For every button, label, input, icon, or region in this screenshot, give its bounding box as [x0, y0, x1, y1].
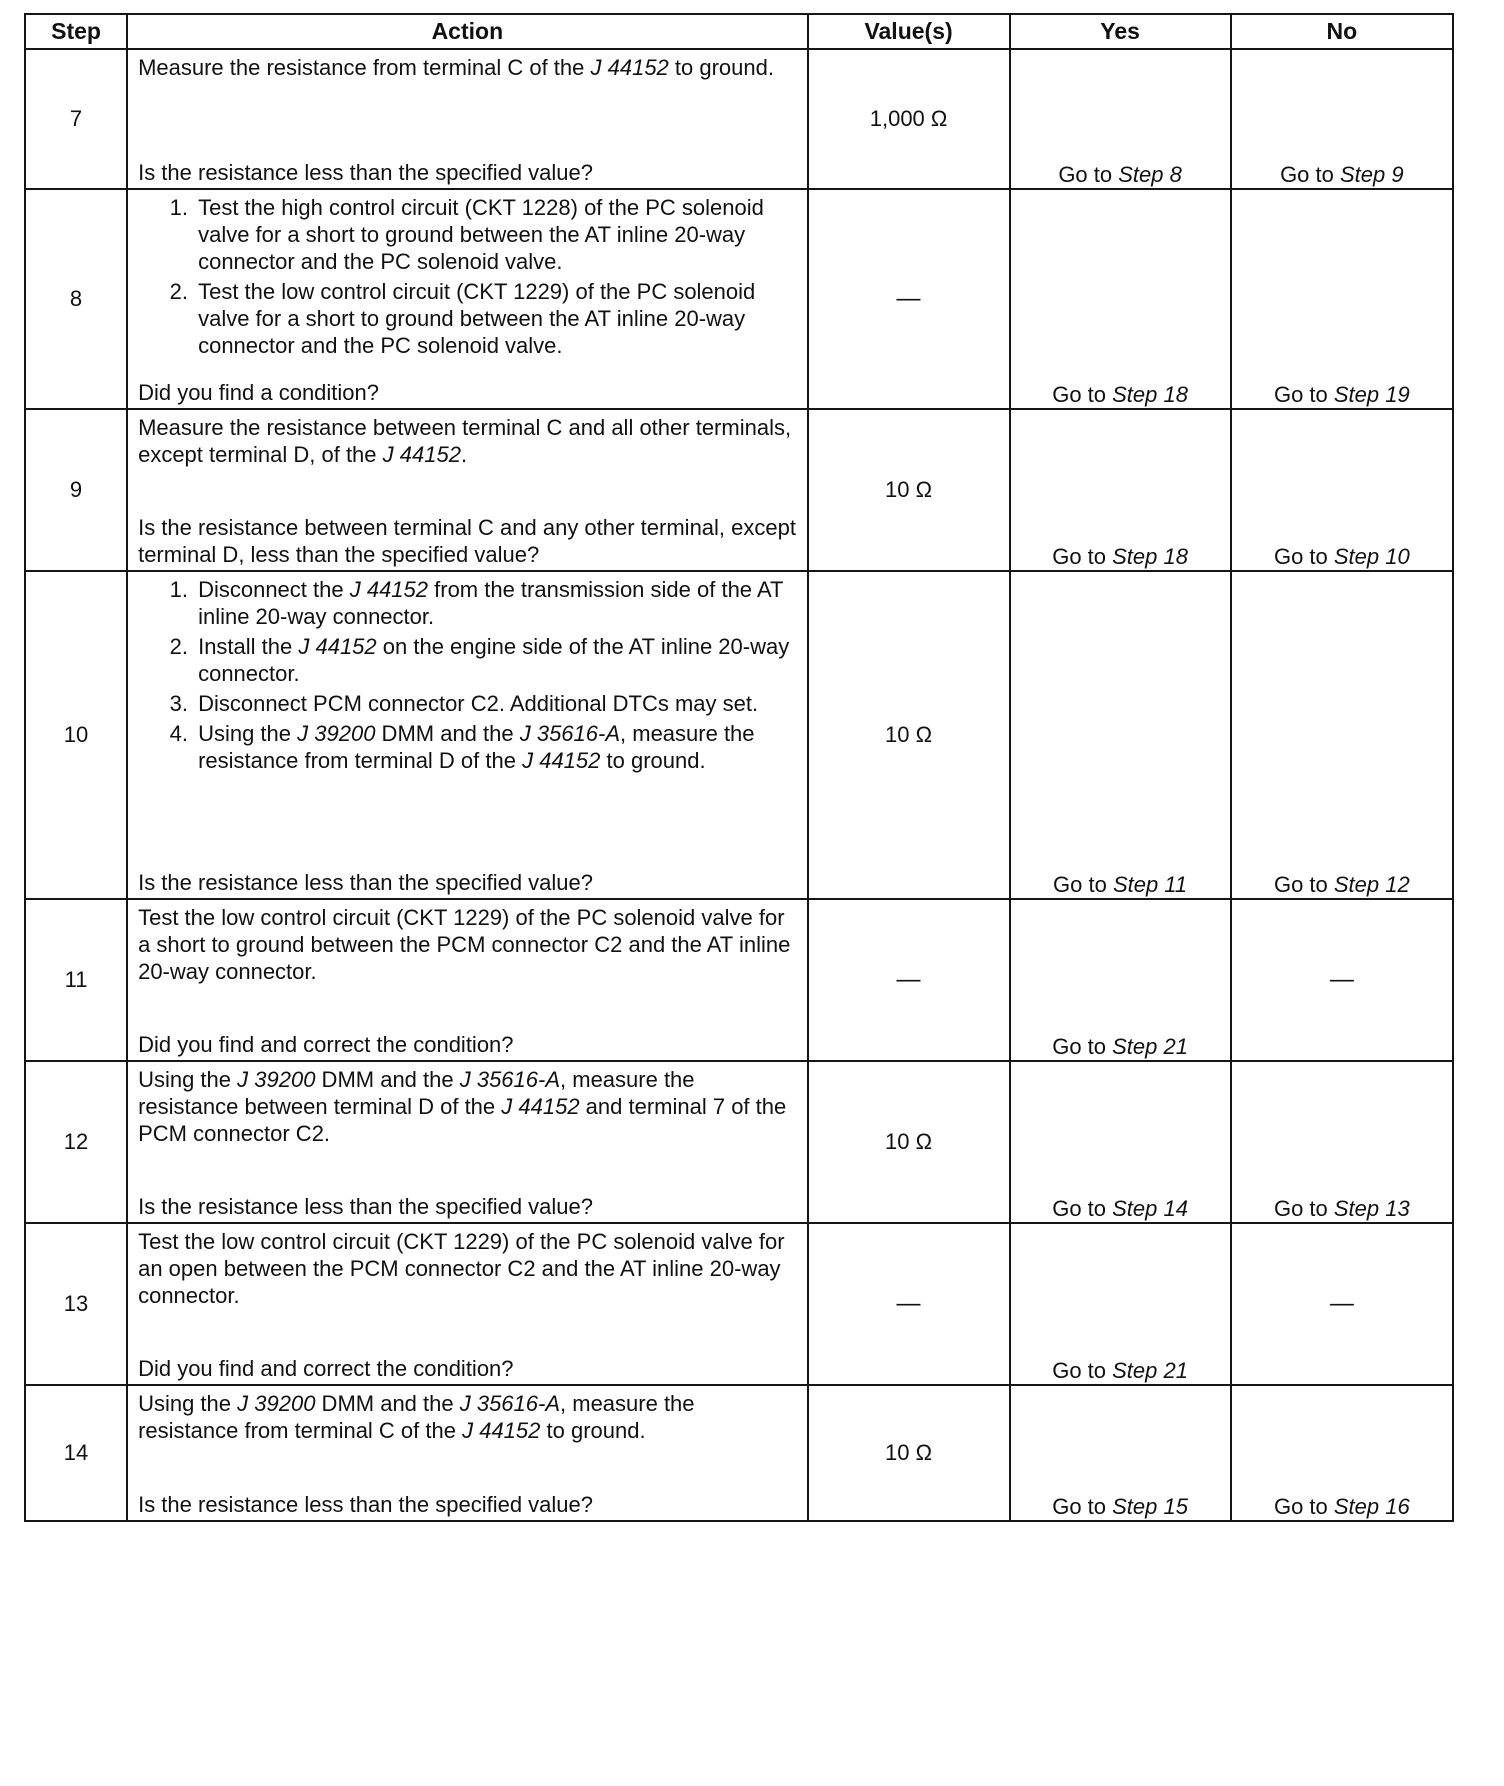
tool-reference: J 44152: [501, 1094, 580, 1119]
step-number: 12: [25, 1061, 127, 1223]
action-cell: [127, 1223, 808, 1385]
header-action: Action: [127, 14, 808, 49]
action-text-part: Install the: [198, 634, 299, 659]
action-text: [138, 1390, 797, 1444]
tool-reference: J 35616-A: [459, 1067, 561, 1092]
action-instructions: [138, 194, 797, 362]
table-row: [25, 571, 1453, 899]
action-text-part: Disconnect PCM connector C2. Additional DTCs may set.: [198, 691, 759, 716]
action-cell: [127, 899, 808, 1061]
goto-prefix: Go to: [1053, 872, 1113, 897]
no-result-dash: —: [1231, 899, 1453, 1061]
action-cell: [127, 571, 808, 899]
action-question: Is the resistance less than the specified value?: [138, 870, 594, 895]
header-step: Step: [25, 14, 127, 49]
goto-prefix: Go to: [1052, 1196, 1113, 1221]
tool-reference: J 39200: [297, 721, 376, 746]
action-instructions: [138, 1228, 797, 1309]
tool-reference: J 35616-A: [459, 1391, 561, 1416]
tool-reference: J 39200: [237, 1391, 316, 1416]
action-cell: [127, 189, 808, 409]
action-question: Is the resistance less than the specified value?: [138, 160, 594, 185]
action-question: Is the resistance less than the specified value?: [138, 1194, 594, 1219]
action-text-part: on the engine side of the AT inline 20-way connector.: [198, 634, 790, 686]
tool-reference: J 44152: [590, 55, 669, 80]
action-text-part: DMM and the: [315, 1067, 460, 1092]
action-text-part: from the transmission side of the AT inline 20-way connector.: [198, 577, 784, 629]
action-text-part: to ground.: [600, 748, 706, 773]
action-text-part: Using the: [138, 1391, 238, 1416]
specified-value: 10 Ω: [808, 1061, 1010, 1223]
yes-result: [1010, 1385, 1231, 1521]
action-text-part: Measure the resistance from terminal C of the: [138, 55, 591, 80]
no-result: [1231, 189, 1453, 409]
step-number: 7: [25, 49, 127, 189]
goto-prefix: Go to: [1280, 162, 1340, 187]
goto-step-link: Step 18: [1112, 382, 1188, 407]
tool-reference: J 39200: [237, 1067, 316, 1092]
action-instructions: [138, 1390, 797, 1444]
goto-prefix: Go to: [1052, 382, 1113, 407]
substep-item: [194, 633, 797, 687]
yes-result: [1010, 899, 1231, 1061]
substep-item: [194, 194, 797, 275]
goto-step-link: Step 21: [1112, 1034, 1188, 1059]
action-text: [138, 904, 797, 985]
step-number: 13: [25, 1223, 127, 1385]
substep-item: [194, 690, 797, 717]
action-question: Is the resistance less than the specified value?: [138, 1492, 594, 1517]
action-text-part: to ground.: [540, 1418, 646, 1443]
action-text: [138, 54, 797, 81]
action-cell: [127, 1061, 808, 1223]
tool-reference: J 44152: [462, 1418, 541, 1443]
header-no: No: [1231, 14, 1453, 49]
substep-item: [194, 720, 797, 774]
tool-reference: J 44152: [349, 577, 429, 602]
action-content: [128, 572, 807, 898]
action-text-part: to ground.: [668, 55, 774, 80]
table-row: [25, 1385, 1453, 1521]
step-number: 11: [25, 899, 127, 1061]
tool-reference: J 44152: [522, 748, 601, 773]
substep-list: [138, 576, 797, 774]
goto-step-link: Step 14: [1112, 1196, 1188, 1221]
yes-result: [1010, 1061, 1231, 1223]
goto-step-link: Step 10: [1333, 544, 1410, 569]
no-result-dash: —: [1231, 1223, 1453, 1385]
step-number: 9: [25, 409, 127, 571]
action-instructions: [138, 1066, 797, 1147]
goto-step-link: Step 8: [1118, 162, 1182, 187]
specified-value: 1,000 Ω: [808, 49, 1010, 189]
action-question: Did you find and correct the condition?: [138, 1356, 514, 1381]
substep-item: [194, 576, 797, 630]
action-content: [128, 1062, 807, 1222]
goto-step-link: Step 19: [1333, 382, 1410, 407]
goto-prefix: Go to: [1273, 1196, 1334, 1221]
goto-step-link: Step 21: [1112, 1358, 1188, 1383]
action-text-part: , measure the resistance from terminal D of the: [198, 721, 755, 773]
goto-prefix: Go to: [1273, 1494, 1334, 1519]
goto-step-link: Step 9: [1339, 162, 1404, 187]
tool-reference: J 44152: [382, 442, 461, 467]
action-text-part: , measure the resistance from terminal C of the: [138, 1391, 695, 1443]
action-instructions: [138, 54, 797, 81]
action-question: Is the resistance between terminal C and any other terminal, except terminal D, less than the specified value?: [138, 515, 796, 567]
specified-value: —: [808, 189, 1010, 409]
action-text-part: Test the low control circuit (CKT 1229) of the PC solenoid valve for a short to ground between the AT inline 20-way connector and the PC solenoid valve.: [198, 279, 756, 358]
no-result: [1231, 1385, 1453, 1521]
action-content: [128, 190, 807, 408]
table-row: [25, 189, 1453, 409]
goto-prefix: Go to: [1273, 544, 1334, 569]
table-row: [25, 1061, 1453, 1223]
goto-step-link: Step 18: [1112, 544, 1188, 569]
action-content: [128, 50, 807, 188]
action-cell: [127, 409, 808, 571]
action-question: Did you find and correct the condition?: [138, 1032, 514, 1057]
no-result: [1231, 571, 1453, 899]
goto-prefix: Go to: [1052, 1494, 1113, 1519]
action-text-part: Test the low control circuit (CKT 1229) of the PC solenoid valve for a short to ground between the PCM connector C2 and the AT inline 20-way connector.: [138, 905, 791, 984]
action-text: [138, 1066, 797, 1147]
step-number: 10: [25, 571, 127, 899]
goto-step-link: Step 13: [1333, 1196, 1410, 1221]
specified-value: 10 Ω: [808, 571, 1010, 899]
action-instructions: [138, 414, 797, 468]
no-result: [1231, 1061, 1453, 1223]
substep-list: [138, 194, 797, 359]
action-content: [128, 410, 807, 570]
action-question: Did you find a condition?: [138, 380, 380, 405]
step-number: 14: [25, 1385, 127, 1521]
table-row: [25, 49, 1453, 189]
action-text-part: Test the high control circuit (CKT 1228) of the PC solenoid valve for a short to ground between the AT inline 20-way connector and the PC solenoid valve.: [198, 195, 764, 274]
table-body: [25, 49, 1453, 1521]
action-text-part: Using the: [198, 721, 298, 746]
header-yes: Yes: [1010, 14, 1231, 49]
goto-prefix: Go to: [1052, 1358, 1113, 1383]
action-text-part: DMM and the: [375, 721, 520, 746]
action-text: [138, 414, 797, 468]
goto-step-link: Step 12: [1333, 872, 1410, 897]
goto-prefix: Go to: [1273, 382, 1334, 407]
action-text-part: , measure the resistance between terminal D of the: [138, 1067, 695, 1119]
goto-prefix: Go to: [1273, 872, 1334, 897]
action-text-part: Test the low control circuit (CKT 1229) of the PC solenoid valve for an open between the PCM connector C2 and the AT inline 20-way connector.: [138, 1229, 785, 1308]
action-text-part: DMM and the: [315, 1391, 460, 1416]
goto-step-link: Step 11: [1112, 872, 1188, 897]
diagnostic-table: [24, 13, 1454, 1522]
action-text-part: Using the: [138, 1067, 238, 1092]
specified-value: —: [808, 1223, 1010, 1385]
specified-value: 10 Ω: [808, 409, 1010, 571]
action-text: [138, 1228, 797, 1309]
action-text-part: Measure the resistance between terminal C and all other terminals, except terminal D, of the: [138, 415, 792, 467]
yes-result: [1010, 1223, 1231, 1385]
action-cell: [127, 1385, 808, 1521]
table-row: [25, 1223, 1453, 1385]
substep-item: [194, 278, 797, 359]
goto-prefix: Go to: [1058, 162, 1119, 187]
action-text-part: and terminal 7 of the PCM connector C2.: [138, 1094, 787, 1146]
step-number: 8: [25, 189, 127, 409]
action-text-part: .: [460, 442, 468, 467]
action-cell: [127, 49, 808, 189]
action-content: [128, 900, 807, 1060]
table-row: [25, 409, 1453, 571]
goto-step-link: Step 16: [1333, 1494, 1410, 1519]
yes-result: [1010, 571, 1231, 899]
tool-reference: J 35616-A: [519, 721, 621, 746]
no-result: [1231, 49, 1453, 189]
diagnostic-table-page: [24, 13, 1454, 1522]
specified-value: —: [808, 899, 1010, 1061]
no-result: [1231, 409, 1453, 571]
goto-prefix: Go to: [1052, 544, 1113, 569]
goto-prefix: Go to: [1052, 1034, 1113, 1059]
table-row: [25, 899, 1453, 1061]
header-row: [25, 14, 1453, 49]
header-values: Value(s): [808, 14, 1010, 49]
goto-step-link: Step 15: [1112, 1494, 1188, 1519]
action-instructions: [138, 904, 797, 985]
tool-reference: J 44152: [298, 634, 377, 659]
action-instructions: [138, 576, 797, 777]
yes-result: [1010, 409, 1231, 571]
action-content: [128, 1224, 807, 1384]
specified-value: 10 Ω: [808, 1385, 1010, 1521]
yes-result: [1010, 49, 1231, 189]
action-text-part: Disconnect the: [198, 577, 350, 602]
yes-result: [1010, 189, 1231, 409]
action-content: [128, 1386, 807, 1520]
